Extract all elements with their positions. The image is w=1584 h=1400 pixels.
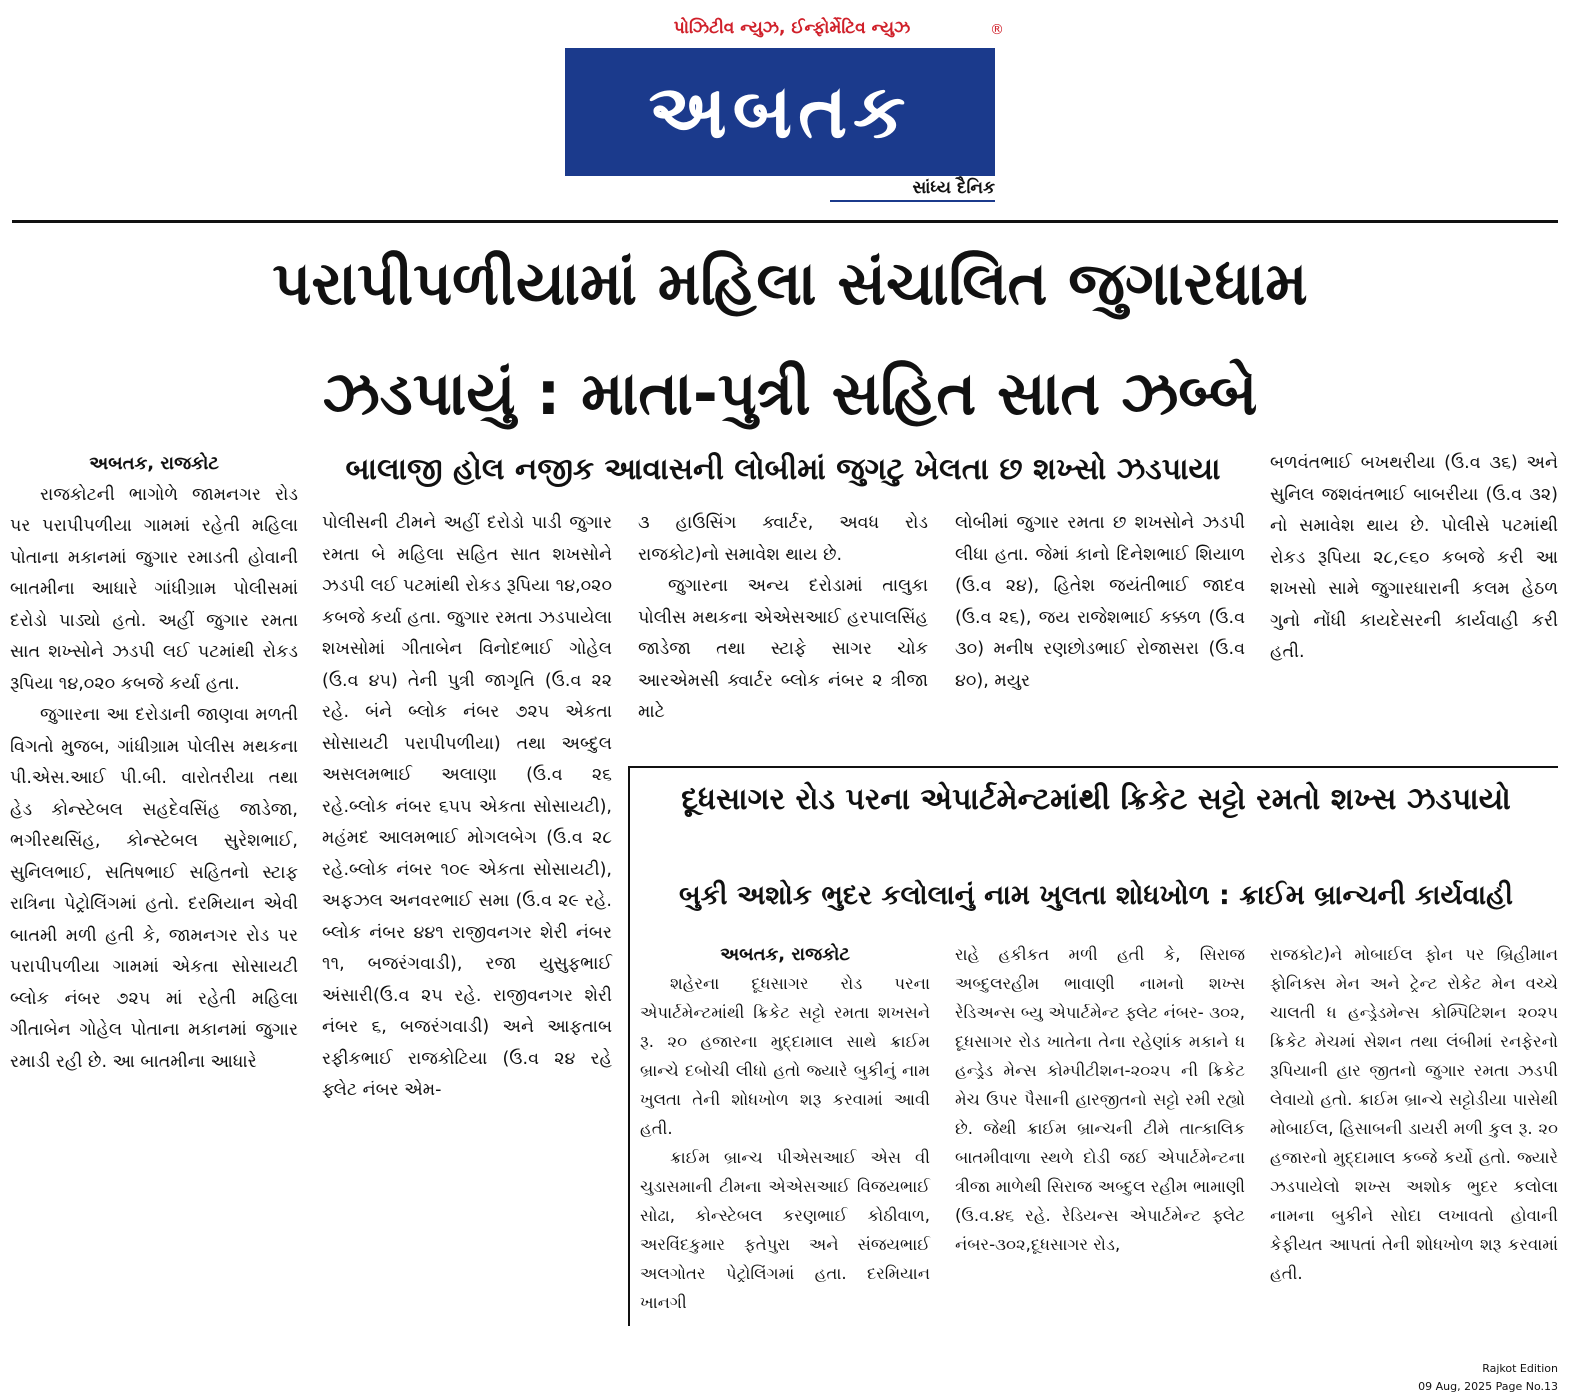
story3-headline: દૂધસાગર રોડ પરના એપાર્ટમેન્ટમાંથી ક્રિકેટ સટ્ટો રમતો શખ્સ ઝડપાયો (681, 782, 1511, 817)
story3-column-3 (1270, 940, 1558, 1288)
story3-col1-para2: ક્રાઈમ બ્રાન્ચ પીએસઆઈ એસ વી ચુડાસમાની ટીમના એએસઆઈ વિજયભાઈ સોઢા, કોન્સ્ટેબલ કરણભાઈ કોઠીવાળ, અરવિંદકુમાર ફતેપુરા અને સંજયભાઈ અલગોતર પેટ્રોલિંગમાં હતા. દરમિયાન ખાનગી (640, 1148, 930, 1312)
footer-date-page: 09 Aug, 2025 Page No.13 (1418, 1380, 1558, 1393)
story2-column-2 (955, 508, 1245, 697)
story2-column-1 (638, 508, 928, 729)
masthead-logo: અબતક (565, 48, 995, 176)
main-col1-para2: જુગારના આ દરોડાની જાણવા મળતી વિગતો મુજબ, ગાંધીગ્રામ પોલીસ મથકના પી.એસ.આઈ પી.બી. વારોતરીયા તથા હેડ કોન્સ્ટેબલ સહદેવસિંહ જાડેજા, ભગીરથસિંહ, કોન્સ્ટેબલ સુરેશભાઈ, સુનિલભાઈ, સતિષભાઈ સહિતનો સ્ટાફ રાત્રિના પેટ્રોલિંગમાં હતો. દરમિયાન એવી બાતમી મળી હતી કે, જામનગર રોડ પર પરાપીપળીયા ગામમાં એકતા સોસાયટી બ્લોક નંબર ૭૨૫ માં રહેતી મહિલા ગીતાબેન ગોહેલ પોતાના મકાનમાં જુગાર રમાડી રહી છે. આ બાતમીના આધારે (10, 705, 298, 1072)
story3-col1-para1: શહેરના દૂધસાગર રોડ પરના એપાર્ટમેન્ટમાંથી ક્રિકેટ સટ્ટો રમતા શખસને રૂ. ૨૦ હજારના મુદ્દામાલ સાથે ક્રાઈમ બ્રાન્ચે દબોચી લીધો હતો જ્યારે બુકીનું નામ ખુલતા તેની શોધખોળ શરૂ કરવામાં આવી હતી. (640, 974, 930, 1138)
story2-col4-para: લોબીમાં જુગાર રમતા છ શખસોને ઝડપી લીધા હતા. જેમાં કાનો દિનેશભાઈ શિયાળ (ઉ.વ ૨૪), હિતેશ જયંતીભાઈ જાદવ (ઉ.વ ૨૬), જય રાજેશભાઈ કક્કળ (ઉ.વ ૩૦) મનીષ રણછોડભાઈ રોજાસરા (ઉ.વ ૪૦), મયુર (955, 513, 1245, 691)
story2-col5-para: બળવંતભાઈ બખથરીયા (ઉ.વ ૩૬) અને સુનિલ જશવંતભાઈ બાબરીયા (ઉ.વ ૩૨) નો સમાવેશ થાય છે. પોલીસે પટમાંથી રોકડ રૂપિયા ૨૮,૯૬૦ કબજે કરી આ શખસો સામે જુગારધારાની કલમ હેઠળ ગુનો નોંધી કાયદેસરની કાર્યવાહી કરી હતી. (1270, 453, 1558, 662)
story2-col3-para2: જુગારના અન્ય દરોડામાં તાલુકા પોલીસ મથકના એએસઆઈ હરપાલસિંહ જાડેજા તથા સ્ટાફે સાગર ચોક આરએમસી ક્વાર્ટર બ્લોક નંબર ૨ ત્રીજા માટે (638, 576, 928, 722)
registered-mark: ® (990, 22, 1004, 38)
footer-edition: Rajkot Edition (1482, 1362, 1558, 1375)
story3-subheadline: બુકી અશોક ભુદર કલોલાનું નામ ખુલતા શોધખોળ : ક્રાઈમ બ્રાન્ચની કાર્યવાહી (678, 880, 1514, 911)
main-dateline: અબતક, રાજકોટ (89, 453, 219, 474)
story2-column-3 (1270, 448, 1558, 669)
story3-dateline: અબતક, રાજકોટ (720, 944, 850, 965)
story3-box-left (628, 766, 630, 1326)
masthead-rule (12, 220, 1558, 223)
story3-box-top (628, 766, 1558, 768)
story3-column-2 (955, 940, 1245, 1259)
masthead-tagline: પોઝિટીવ ન્યુઝ, ઈન્ફોર્મેટિવ ન્યુઝ (673, 18, 911, 38)
masthead-subtitle: સાંધ્ય દૈનિક (830, 178, 995, 202)
story2-headline: બાલાજી હોલ નજીક આવાસની લોબીમાં જુગટુ ખેલતા છ શખ્સો ઝડપાયા (345, 452, 1221, 487)
main-col1-para1: રાજકોટની ભાગોળે જામનગર રોડ પર પરાપીપળીયા ગામમાં રહેતી મહિલા પોતાના મકાનમાં જુગાર રમાડતી હોવાની બાતમીના આધારે ગાંધીગ્રામ પોલીસમાં દરોડો પાડ્યો હતો. અહીં જુગાર રમતા સાત શખ્સોને ઝડપી લઈ પટમાંથી રોકડ રૂપિયા ૧૪,૦૨૦ કબજે કર્યા હતા. (10, 484, 298, 694)
story2-col3-para1: ૩ હાઉસિંગ ક્વાર્ટર, અવધ રોડ રાજકોટ)નો સમાવેશ થાય છે. (638, 513, 928, 565)
main-headline-line2: ઝડપાયું : માતા-પુત્રી સહિત સાત ઝબ્બે (322, 359, 1258, 429)
story3-col3-para: રાજકોટ)ને મોબાઈલ ફોન પર બ્રિહીમાન ફોનિક્સ મેન અને ટ્રેન્ટ રોકેટ મેન વચ્ચે ચાલતી ધ હન્ડ્રેડમેન્સ કોમ્પિટિશન ૨૦૨૫ ક્રિકેટ મેચમાં સેશન તથા લંબીમાં રનફેરનો રૂપિયાની હાર જીતનો જુગાર રમતા ઝડપી લેવાયો હતો. ક્રાઈમ બ્રાન્ચે સટ્ટોડીયા પાસેથી મોબાઈલ, હિસાબની ડાયરી મળી કુલ રૂ. ૨૦ હજારનો મુદ્દામાલ કબ્જે કર્યો હતો. જ્યારે ઝડપાયેલો શખ્સ અશોક ભુદર કલોલા નામના બુકીને સોદા લખાવતો હોવાની કેફીયત આપતાં તેની શોધખોળ શરૂ કરવામાં હતી. (1270, 945, 1558, 1283)
main-headline-line1: પરાપીપળીયામાં મહિલા સંચાલિત જુગારધામ (272, 249, 1308, 319)
main-column-2 (322, 508, 612, 1107)
main-column-1 (10, 448, 298, 1078)
story3-column-1 (640, 940, 930, 1317)
main-col2-para: પોલીસની ટીમને અહીં દરોડો પાડી જુગાર રમતા બે મહિલા સહિત સાત શખસોને ઝડપી લઈ પટમાંથી રોકડ રૂપિયા ૧૪,૦૨૦ કબજે કર્યા હતા. જુગાર રમતા ઝડપાયેલા શખસોમાં ગીતાબેન વિનોદભાઈ ગોહેલ (ઉ.વ ૪૫) તેની પુત્રી જાગૃતિ (ઉ.વ ૨૨ રહે. બંને બ્લોક નંબર ૭૨૫ એકતા સોસાયટી પરાપીપળીયા) તથા અબ્દુલ અસલમભાઈ અલાણા (ઉ.વ ૨૬ રહે.બ્લોક નંબર ૬૫૫ એકતા સોસાયટી), મહંમદ આલમભાઈ મોગલબેગ (ઉ.વ ૨૮ રહે.બ્લોક નંબર ૧૦૯ એકતા સોસાયટી), અફઝલ અનવરભાઈ સમા (ઉ.વ ૨૯ રહે. બ્લોક નંબર ૪૪૧ રાજીવનગર શેરી નંબર ૧૧, બજરંગવાડી), રજા યુસુફભાઈ અંસારી(ઉ.વ ૨૫ રહે. રાજીવનગર શેરી નંબર ૬, બજરંગવાડી) અને આફતાબ રફીકભાઈ રાજકોટિયા (ઉ.વ ૨૪ રહે ફ્લેટ નંબર એમ- (322, 513, 612, 1100)
story3-col2-para: રાહે હકીકત મળી હતી કે, સિરાજ અબ્દુલરહીમ ભાવાણી નામનો શખ્સ રેડિઅન્સ બ્યુ એપાર્ટમેન્ટ ફ્લેટ નંબર- ૩૦૨, દૂધસાગર રોડ ખાતેના તેના રહેણાંક મકાને ધ હન્ડ્રેડ મેન્સ કોમ્પીટીશન-૨૦૨૫ ની ક્રિકેટ મેચ ઉપર પૈસાની હારજીતનો સટ્ટો રમી રહ્યો છે. જેથી ક્રાઈમ બ્રાન્ચની ટીમે તાત્કાલિક બાતમીવાળા સ્થળે દોડી જઈ એપાર્ટમેન્ટના ત્રીજા માળેથી સિરાજ અબ્દુલ રહીમ ભામાણી (ઉ.વ.૪૬ રહે. રેડિયન્સ એપાર્ટમેન્ટ ફ્લેટ નંબર-૩૦૨,દૂધસાગર રોડ, (955, 945, 1245, 1254)
